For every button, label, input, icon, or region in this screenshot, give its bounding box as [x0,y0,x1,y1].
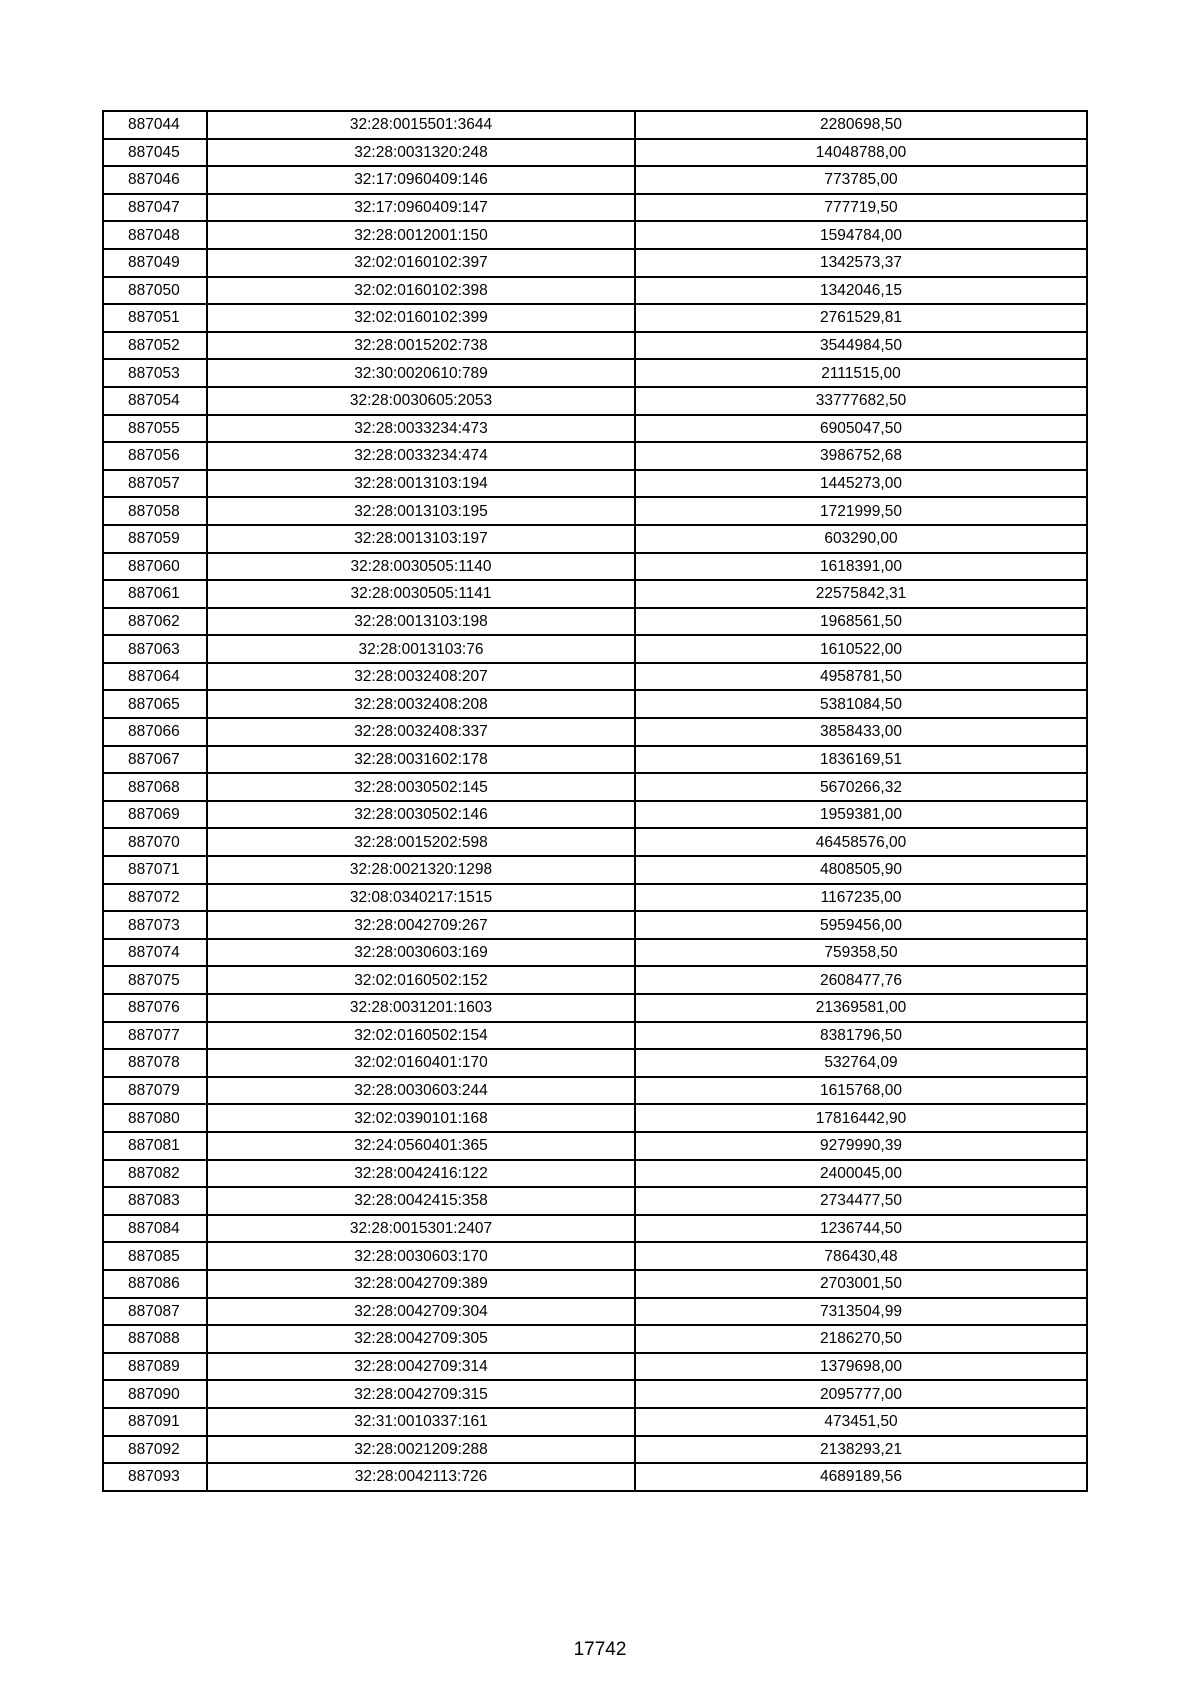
cadastral-number-cell: 32:02:0160102:399 [207,304,635,332]
value-cell: 1445273,00 [635,470,1087,498]
table-row [103,1408,1087,1436]
row-id-cell: 887062 [103,608,207,636]
cadastral-number-cell: 32:28:0015202:598 [207,828,635,856]
value-cell: 1379698,00 [635,1353,1087,1381]
table-row [103,332,1087,360]
value-cell: 759358,50 [635,939,1087,967]
cadastral-number-cell: 32:31:0010337:161 [207,1408,635,1436]
value-cell: 46458576,00 [635,828,1087,856]
cadastral-number-cell: 32:28:0012001:150 [207,221,635,249]
table-row [103,470,1087,498]
row-id-cell: 887083 [103,1187,207,1215]
value-cell: 2095777,00 [635,1380,1087,1408]
row-id-cell: 887053 [103,359,207,387]
table-row [103,884,1087,912]
cadastral-number-cell: 32:17:0960409:146 [207,166,635,194]
cadastral-number-cell: 32:28:0030502:146 [207,801,635,829]
cadastral-number-cell: 32:28:0013103:195 [207,497,635,525]
row-id-cell: 887081 [103,1132,207,1160]
value-cell: 6905047,50 [635,415,1087,443]
cadastral-number-cell: 32:28:0030605:2053 [207,387,635,415]
table-row [103,690,1087,718]
cadastral-number-cell: 32:02:0160102:397 [207,249,635,277]
table-row [103,553,1087,581]
row-id-cell: 887087 [103,1298,207,1326]
value-cell: 1836169,51 [635,746,1087,774]
value-cell: 5959456,00 [635,911,1087,939]
row-id-cell: 887057 [103,470,207,498]
cadastral-number-cell: 32:28:0031602:178 [207,746,635,774]
cadastral-number-cell: 32:28:0021209:288 [207,1436,635,1464]
row-id-cell: 887091 [103,1408,207,1436]
table-row [103,359,1087,387]
cadastral-number-cell: 32:28:0042709:314 [207,1353,635,1381]
row-id-cell: 887082 [103,1160,207,1188]
value-cell: 1610522,00 [635,635,1087,663]
row-id-cell: 887066 [103,718,207,746]
cadastral-value-table [102,110,1088,1492]
value-cell: 4958781,50 [635,663,1087,691]
cadastral-number-cell: 32:24:0560401:365 [207,1132,635,1160]
value-cell: 5381084,50 [635,690,1087,718]
table-row [103,415,1087,443]
table-row [103,635,1087,663]
row-id-cell: 887059 [103,525,207,553]
row-id-cell: 887078 [103,1049,207,1077]
row-id-cell: 887055 [103,415,207,443]
value-cell: 2400045,00 [635,1160,1087,1188]
table-row [103,1104,1087,1132]
table-row [103,663,1087,691]
row-id-cell: 887051 [103,304,207,332]
row-id-cell: 887072 [103,884,207,912]
table-row [103,1215,1087,1243]
table-row [103,939,1087,967]
cadastral-number-cell: 32:28:0030505:1140 [207,553,635,581]
table-row [103,1049,1087,1077]
cadastral-number-cell: 32:28:0042416:122 [207,1160,635,1188]
cadastral-number-cell: 32:28:0030603:244 [207,1077,635,1105]
value-cell: 1594784,00 [635,221,1087,249]
value-cell: 2608477,76 [635,966,1087,994]
row-id-cell: 887058 [103,497,207,525]
value-cell: 2111515,00 [635,359,1087,387]
row-id-cell: 887079 [103,1077,207,1105]
value-cell: 3544984,50 [635,332,1087,360]
value-cell: 473451,50 [635,1408,1087,1436]
table-row [103,304,1087,332]
table-row [103,801,1087,829]
row-id-cell: 887089 [103,1353,207,1381]
value-cell: 777719,50 [635,194,1087,222]
cadastral-number-cell: 32:28:0042415:358 [207,1187,635,1215]
row-id-cell: 887064 [103,663,207,691]
table-row [103,580,1087,608]
row-id-cell: 887049 [103,249,207,277]
table-row [103,718,1087,746]
table-row [103,139,1087,167]
table-row [103,828,1087,856]
cadastral-number-cell: 32:17:0960409:147 [207,194,635,222]
row-id-cell: 887065 [103,690,207,718]
value-cell: 603290,00 [635,525,1087,553]
cadastral-number-cell: 32:28:0032408:208 [207,690,635,718]
table-row [103,387,1087,415]
cadastral-number-cell: 32:28:0013103:76 [207,635,635,663]
value-cell: 9279990,39 [635,1132,1087,1160]
table-row [103,1270,1087,1298]
value-cell: 532764,09 [635,1049,1087,1077]
cadastral-number-cell: 32:28:0015501:3644 [207,111,635,139]
table-row [103,1160,1087,1188]
table-row [103,249,1087,277]
value-cell: 2280698,50 [635,111,1087,139]
row-id-cell: 887050 [103,277,207,305]
row-id-cell: 887047 [103,194,207,222]
cadastral-number-cell: 32:28:0015301:2407 [207,1215,635,1243]
value-cell: 1618391,00 [635,553,1087,581]
cadastral-number-cell: 32:28:0033234:474 [207,442,635,470]
table-row [103,1187,1087,1215]
cadastral-number-cell: 32:28:0031201:1603 [207,994,635,1022]
value-cell: 773785,00 [635,166,1087,194]
cadastral-number-cell: 32:28:0030603:169 [207,939,635,967]
row-id-cell: 887068 [103,773,207,801]
cadastral-number-cell: 32:02:0160502:152 [207,966,635,994]
table-row [103,1436,1087,1464]
cadastral-number-cell: 32:28:0042113:726 [207,1463,635,1491]
row-id-cell: 887048 [103,221,207,249]
table-row [103,221,1087,249]
cadastral-number-cell: 32:28:0032408:337 [207,718,635,746]
page-number: 17742 [573,1639,627,1660]
value-cell: 1167235,00 [635,884,1087,912]
cadastral-number-cell: 32:28:0032408:207 [207,663,635,691]
table-row [103,1380,1087,1408]
value-cell: 786430,48 [635,1242,1087,1270]
row-id-cell: 887084 [103,1215,207,1243]
table-row [103,1077,1087,1105]
row-id-cell: 887061 [103,580,207,608]
table-row [103,1353,1087,1381]
row-id-cell: 887086 [103,1270,207,1298]
cadastral-number-cell: 32:28:0013103:194 [207,470,635,498]
value-cell: 3986752,68 [635,442,1087,470]
value-cell: 1968561,50 [635,608,1087,636]
value-cell: 3858433,00 [635,718,1087,746]
cadastral-number-cell: 32:02:0160401:170 [207,1049,635,1077]
row-id-cell: 887070 [103,828,207,856]
row-id-cell: 887045 [103,139,207,167]
value-cell: 1721999,50 [635,497,1087,525]
value-cell: 1342046,15 [635,277,1087,305]
value-cell: 8381796,50 [635,1022,1087,1050]
value-cell: 22575842,31 [635,580,1087,608]
table-row [103,1132,1087,1160]
cadastral-number-cell: 32:28:0021320:1298 [207,856,635,884]
row-id-cell: 887069 [103,801,207,829]
cadastral-number-cell: 32:28:0013103:197 [207,525,635,553]
table-row [103,525,1087,553]
row-id-cell: 887093 [103,1463,207,1491]
cadastral-number-cell: 32:08:0340217:1515 [207,884,635,912]
row-id-cell: 887052 [103,332,207,360]
cadastral-number-cell: 32:28:0031320:248 [207,139,635,167]
cadastral-number-cell: 32:28:0030603:170 [207,1242,635,1270]
value-cell: 2703001,50 [635,1270,1087,1298]
row-id-cell: 887075 [103,966,207,994]
cadastral-number-cell: 32:28:0042709:315 [207,1380,635,1408]
row-id-cell: 887090 [103,1380,207,1408]
value-cell: 1615768,00 [635,1077,1087,1105]
table-row [103,111,1087,139]
cadastral-number-cell: 32:28:0033234:473 [207,415,635,443]
value-cell: 2138293,21 [635,1436,1087,1464]
table-row [103,442,1087,470]
cadastral-number-cell: 32:30:0020610:789 [207,359,635,387]
row-id-cell: 887067 [103,746,207,774]
cadastral-number-cell: 32:28:0030505:1141 [207,580,635,608]
table-row [103,194,1087,222]
row-id-cell: 887088 [103,1325,207,1353]
table-row [103,497,1087,525]
value-cell: 7313504,99 [635,1298,1087,1326]
cadastral-number-cell: 32:28:0013103:198 [207,608,635,636]
value-cell: 1342573,37 [635,249,1087,277]
value-cell: 4689189,56 [635,1463,1087,1491]
value-cell: 5670266,32 [635,773,1087,801]
cadastral-number-cell: 32:28:0042709:304 [207,1298,635,1326]
table-row [103,911,1087,939]
row-id-cell: 887054 [103,387,207,415]
row-id-cell: 887080 [103,1104,207,1132]
cadastral-number-cell: 32:28:0042709:389 [207,1270,635,1298]
table-row [103,746,1087,774]
value-cell: 1236744,50 [635,1215,1087,1243]
cadastral-number-cell: 32:28:0042709:267 [207,911,635,939]
row-id-cell: 887076 [103,994,207,1022]
row-id-cell: 887092 [103,1436,207,1464]
row-id-cell: 887044 [103,111,207,139]
row-id-cell: 887063 [103,635,207,663]
table-row [103,773,1087,801]
cadastral-number-cell: 32:28:0030502:145 [207,773,635,801]
cadastral-number-cell: 32:28:0015202:738 [207,332,635,360]
table-body [103,111,1087,1491]
table-row [103,1325,1087,1353]
row-id-cell: 887074 [103,939,207,967]
table-row [103,1022,1087,1050]
table-row [103,994,1087,1022]
cadastral-number-cell: 32:28:0042709:305 [207,1325,635,1353]
value-cell: 4808505,90 [635,856,1087,884]
row-id-cell: 887085 [103,1242,207,1270]
row-id-cell: 887056 [103,442,207,470]
value-cell: 2761529,81 [635,304,1087,332]
value-cell: 1959381,00 [635,801,1087,829]
value-cell: 14048788,00 [635,139,1087,167]
value-cell: 33777682,50 [635,387,1087,415]
row-id-cell: 887073 [103,911,207,939]
value-cell: 2734477,50 [635,1187,1087,1215]
value-cell: 2186270,50 [635,1325,1087,1353]
table-row [103,1242,1087,1270]
cadastral-number-cell: 32:02:0160102:398 [207,277,635,305]
table-row [103,856,1087,884]
table-row [103,608,1087,636]
cadastral-number-cell: 32:02:0160502:154 [207,1022,635,1050]
table-row [103,1298,1087,1326]
value-cell: 21369581,00 [635,994,1087,1022]
cadastral-number-cell: 32:02:0390101:168 [207,1104,635,1132]
table-row [103,1463,1087,1491]
table-row [103,277,1087,305]
table-row [103,966,1087,994]
row-id-cell: 887077 [103,1022,207,1050]
table-row [103,166,1087,194]
row-id-cell: 887071 [103,856,207,884]
value-cell: 17816442,90 [635,1104,1087,1132]
row-id-cell: 887060 [103,553,207,581]
row-id-cell: 887046 [103,166,207,194]
